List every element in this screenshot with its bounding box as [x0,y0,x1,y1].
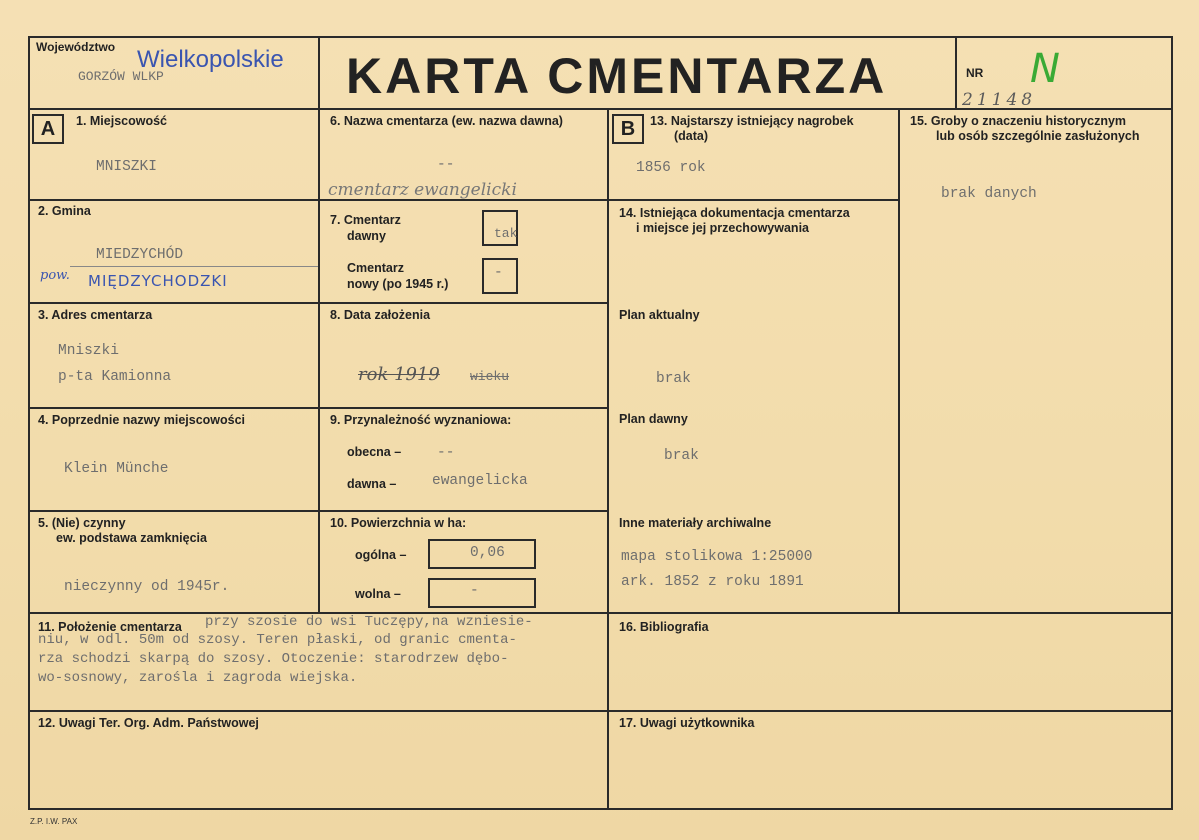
field-10-label: 10. Powierzchnia w ha: [330,516,467,530]
field-7-dawny-value: tak [494,226,518,241]
row-line-2 [28,302,609,304]
field-8-struck: wieku [470,369,510,384]
field-8-value: rok 1919 [358,364,440,385]
field-14-label-1: 14. Istniejąca dokumentacja cmentarza [619,206,850,220]
inne-materialy-label: Inne materiały archiwalne [619,516,772,530]
field-14-label-2: i miejsce jej przechowywania [636,221,809,235]
nr-number: 21148 [962,90,1037,110]
nr-mark: N [1030,46,1060,92]
plan-aktualny-value: brak [656,371,691,387]
col-line-3 [898,108,900,614]
field-2-pow-label: pow. [40,268,70,283]
wojewodztwo-stamp: Wielkopolskie [137,46,284,73]
inne-materialy-line-1: mapa stolikowa 1:25000 [621,549,813,565]
field-7-label-4: nowy (po 1945 r.) [347,277,449,291]
field-2-label: 2. Gmina [38,204,91,218]
inne-materialy-line-2: ark. 1852 z roku 1891 [621,574,804,590]
field-8-label: 8. Data założenia [330,308,431,322]
field-13-label-2: (data) [674,129,709,143]
field-10-wolna-value: - [470,583,479,599]
field-9-dawna-label: dawna – [347,477,397,491]
plan-dawny-label: Plan dawny [619,412,688,426]
field-7-label-1: 7. Cmentarz [330,213,401,227]
field-10-wolna-label: wolna – [355,587,401,601]
row-line-4 [28,510,609,512]
field-11-line-3: rza schodzi skarpą do szosy. Otoczenie: starodrzew dębo- [38,651,509,667]
field-10-ogolna-value: 0,06 [470,545,505,561]
outer-right-line [1171,36,1173,810]
field-1-value: MNISZKI [96,159,157,175]
field-9-obecna-value: -- [437,445,455,461]
wojewodztwo-label: Województwo [36,40,116,54]
section-b-letter: B [620,118,636,140]
field-4-label: 4. Poprzednie nazwy miejscowości [38,413,246,427]
field-9-obecna-label: obecna – [347,445,402,459]
row-line-5 [28,612,1173,614]
field-11-line-2: niu, w odl. 50m od szosy. Teren płaski, od granic cmenta- [38,632,517,648]
field-3-line2: p-ta Kamionna [58,369,172,385]
row-line-3 [28,407,609,409]
col-line-2 [607,108,609,810]
field-7-label-3: Cmentarz [347,261,404,275]
field-3-line1: Mniszki [58,343,119,359]
field-5-value: nieczynny od 1945r. [64,579,230,595]
field-11-line-4: wo-sosnowy, zarośla i zagroda wiejska. [38,670,358,686]
card-title: KARTA CMENTARZA [346,48,888,104]
field-4-value: Klein Münche [64,461,169,477]
field-6-value: -- [437,157,455,173]
outer-bottom-line [28,808,1173,810]
field-5-label-1: 5. (Nie) czynny [38,516,126,530]
field-12-label: 12. Uwagi Ter. Org. Adm. Państwowej [38,716,259,730]
outer-left-line [28,36,30,810]
printer-mark: Z.P. I.W. PAX [30,817,78,826]
field-15-label-1: 15. Groby o znaczeniu historycznym [910,114,1127,128]
field-6-handwritten: cmentarz ewangelicki [328,180,517,200]
section-a-letter: A [40,118,56,140]
field-11-line-1: przy szosie do wsi Tuczępy,na wzniesie- [205,614,533,630]
field-1-label: 1. Miejscowość [76,114,168,128]
field-10-ogolna-label: ogólna – [355,548,407,562]
field-9-label: 9. Przynależność wyznaniowa: [330,413,512,427]
header-divider-2 [955,36,957,110]
field-15-label-2: lub osób szczególnie zasłużonych [936,129,1140,143]
field-2-pow-value: MIĘDZYCHODZKI [88,272,228,290]
field-9-dawna-value: ewangelicka [432,473,528,489]
row-line-6 [28,710,1173,712]
field-6-label: 6. Nazwa cmentarza (ew. nazwa dawna) [330,114,563,128]
header-divider-1 [318,36,320,110]
field-17-label: 17. Uwagi użytkownika [619,716,755,730]
field-16-label: 16. Bibliografia [619,620,709,634]
outer-top-line [28,36,1173,38]
field-2-underline [70,266,318,267]
field-2-value: MIEDZYCHÓD [96,247,184,263]
field-13-value: 1856 rok [636,160,706,176]
field-5-label-2: ew. podstawa zamknięcia [56,531,207,545]
field-7-label-2: dawny [347,229,386,243]
field-3-label: 3. Adres cmentarza [38,308,153,322]
field-15-value: brak danych [941,186,1037,202]
col-line-1 [318,108,320,614]
plan-aktualny-label: Plan aktualny [619,308,700,322]
field-10-wolna-box [428,578,536,608]
nr-label: NR [966,66,984,80]
field-13-label-1: 13. Najstarszy istniejący nagrobek [650,114,854,128]
wojewodztwo-old: GORZÓW WLKP [78,69,164,84]
plan-dawny-value: brak [664,448,699,464]
field-11-label: 11. Położenie cmentarza [38,620,182,634]
field-7-nowy-value: - [494,265,503,281]
